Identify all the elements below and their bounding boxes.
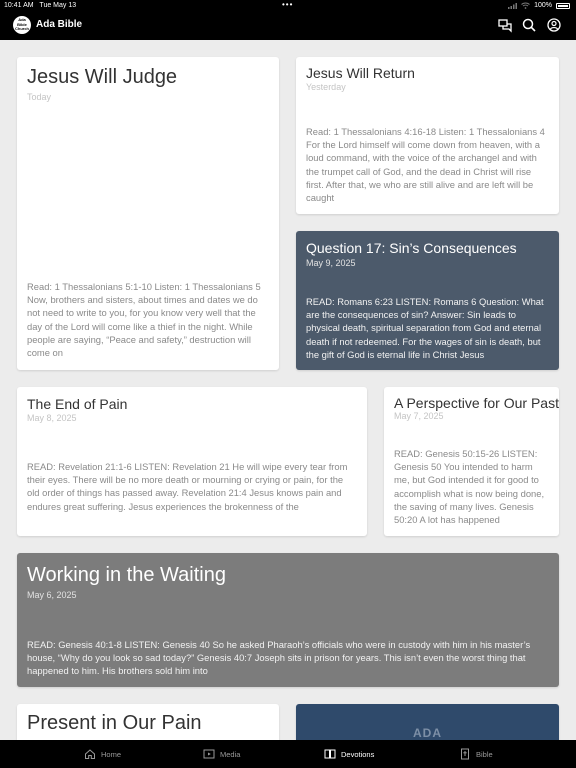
tab-bible[interactable]: [459, 740, 493, 768]
battery-percent: 100%: [534, 2, 552, 9]
card-title: Jesus Will Return: [306, 65, 415, 81]
card-excerpt: READ: Genesis 40:1-8 LISTEN: Genesis 40 So he asked Pharaoh’s officials who were in custody with him in his master’s house, “Why do you look so sad today?” Genesis 40:7 Joseph sits in prison for years. This isn’t even the worst thing that happened to him. His brothers sold him into: [27, 639, 531, 677]
status-date-text: Tue May 13: [39, 2, 77, 9]
card-excerpt: READ: Romans 6:23 LISTEN: Romans 6 Question: What are the consequences of sin? Answer: Sin leads to physical death, spiritual separation from God and eternal death if not redeemed. For the wages of sin is death, but the gift of God is eternal life in Christ Jesus: [306, 296, 544, 360]
devotion-card-the-end-of-pain[interactable]: [17, 387, 367, 536]
card-date: May 8, 2025: [27, 413, 77, 423]
ada-image-mark: ADA: [413, 726, 442, 740]
home-icon: [84, 748, 96, 760]
tab-home[interactable]: [84, 740, 121, 768]
logo-line-2: Bible: [17, 21, 27, 27]
tab-home-label: Home: [101, 749, 122, 759]
app-logo[interactable]: [13, 16, 31, 34]
status-time-text: 10:41 AM: [4, 2, 34, 9]
battery-icon: [556, 3, 570, 9]
tab-bar: [0, 740, 576, 768]
tab-bible-label: Bible: [476, 749, 493, 759]
card-title: Jesus Will Judge: [27, 66, 178, 88]
card-title: Question 17: Sin’s Consequences: [306, 240, 517, 256]
card-title: The End of Pain: [27, 396, 128, 412]
card-date: May 6, 2025: [27, 590, 77, 600]
tab-media-label: Media: [220, 749, 241, 759]
wifi-icon: [521, 2, 530, 9]
tab-media[interactable]: [203, 740, 240, 768]
card-excerpt: READ: Genesis 50:15-26 LISTEN: Genesis 50 You intended to harm me, but God intended it for good to accomplish what is now being done, the saving of many lives. Genesis 50:20 A lot has happened: [394, 448, 545, 526]
card-excerpt: Read: 1 Thessalonians 4:16-18 Listen: 1 Thessalonians 4 For the Lord himself will come down from heaven, with a loud command, with the voice of the archangel and with the trumpet call of God, and the dead in Christ will rise first. After that, we who are still alive and are left will be caught: [306, 126, 545, 204]
devotion-card-jesus-will-return[interactable]: [296, 57, 559, 214]
app-header: [0, 12, 576, 40]
account-icon[interactable]: [546, 17, 562, 33]
status-right: [508, 2, 570, 9]
app-title: Ada Bible: [36, 19, 83, 30]
book-icon: [324, 748, 336, 760]
card-title: Present in Our Pain: [27, 712, 202, 734]
status-bar: [0, 0, 576, 12]
card-title: Working in the Waiting: [27, 564, 226, 586]
status-time: [4, 2, 76, 9]
card-date: Today: [27, 92, 52, 102]
search-icon[interactable]: [521, 17, 537, 33]
devotion-card-question-17[interactable]: [296, 231, 559, 370]
card-title: A Perspective for Our Past: [394, 395, 559, 411]
devotion-card-jesus-will-judge[interactable]: [17, 57, 279, 370]
tab-devotions-label: Devotions: [341, 749, 375, 759]
chat-icon[interactable]: [497, 17, 513, 33]
card-excerpt: Read: 1 Thessalonians 5:1-10 Listen: 1 Thessalonians 5 Now, brothers and sisters, about times and dates we do not need to write to you, for you know very well that the day of the Lord will come like a thief in the night. While people are saying, “Peace and safety,” destruction will come on: [27, 281, 261, 359]
signal-icon: [508, 3, 517, 9]
bible-icon: [459, 748, 471, 760]
card-date: May 7, 2025: [394, 411, 444, 421]
card-date: May 9, 2025: [306, 258, 356, 268]
devotion-card-a-perspective-for-our-past[interactable]: [384, 387, 559, 536]
media-icon: [203, 748, 215, 760]
tab-devotions[interactable]: [324, 740, 374, 768]
card-excerpt: READ: Revelation 21:1-6 LISTEN: Revelation 21 He will wipe every tear from their eyes. There will be no more death or mourning or crying or pain, for the old order of things has passed away. Revelation 21:4 Jesus knows pain and endures great suffering. Jesus experiences the brokenness of the: [27, 461, 348, 512]
devotion-card-working-in-the-waiting[interactable]: [17, 553, 559, 687]
card-date: Yesterday: [306, 82, 346, 92]
logo-line-3: Church: [15, 26, 29, 32]
multitask-dots-icon[interactable]: •••: [282, 0, 294, 9]
logo-line-1: Ada: [18, 17, 26, 23]
